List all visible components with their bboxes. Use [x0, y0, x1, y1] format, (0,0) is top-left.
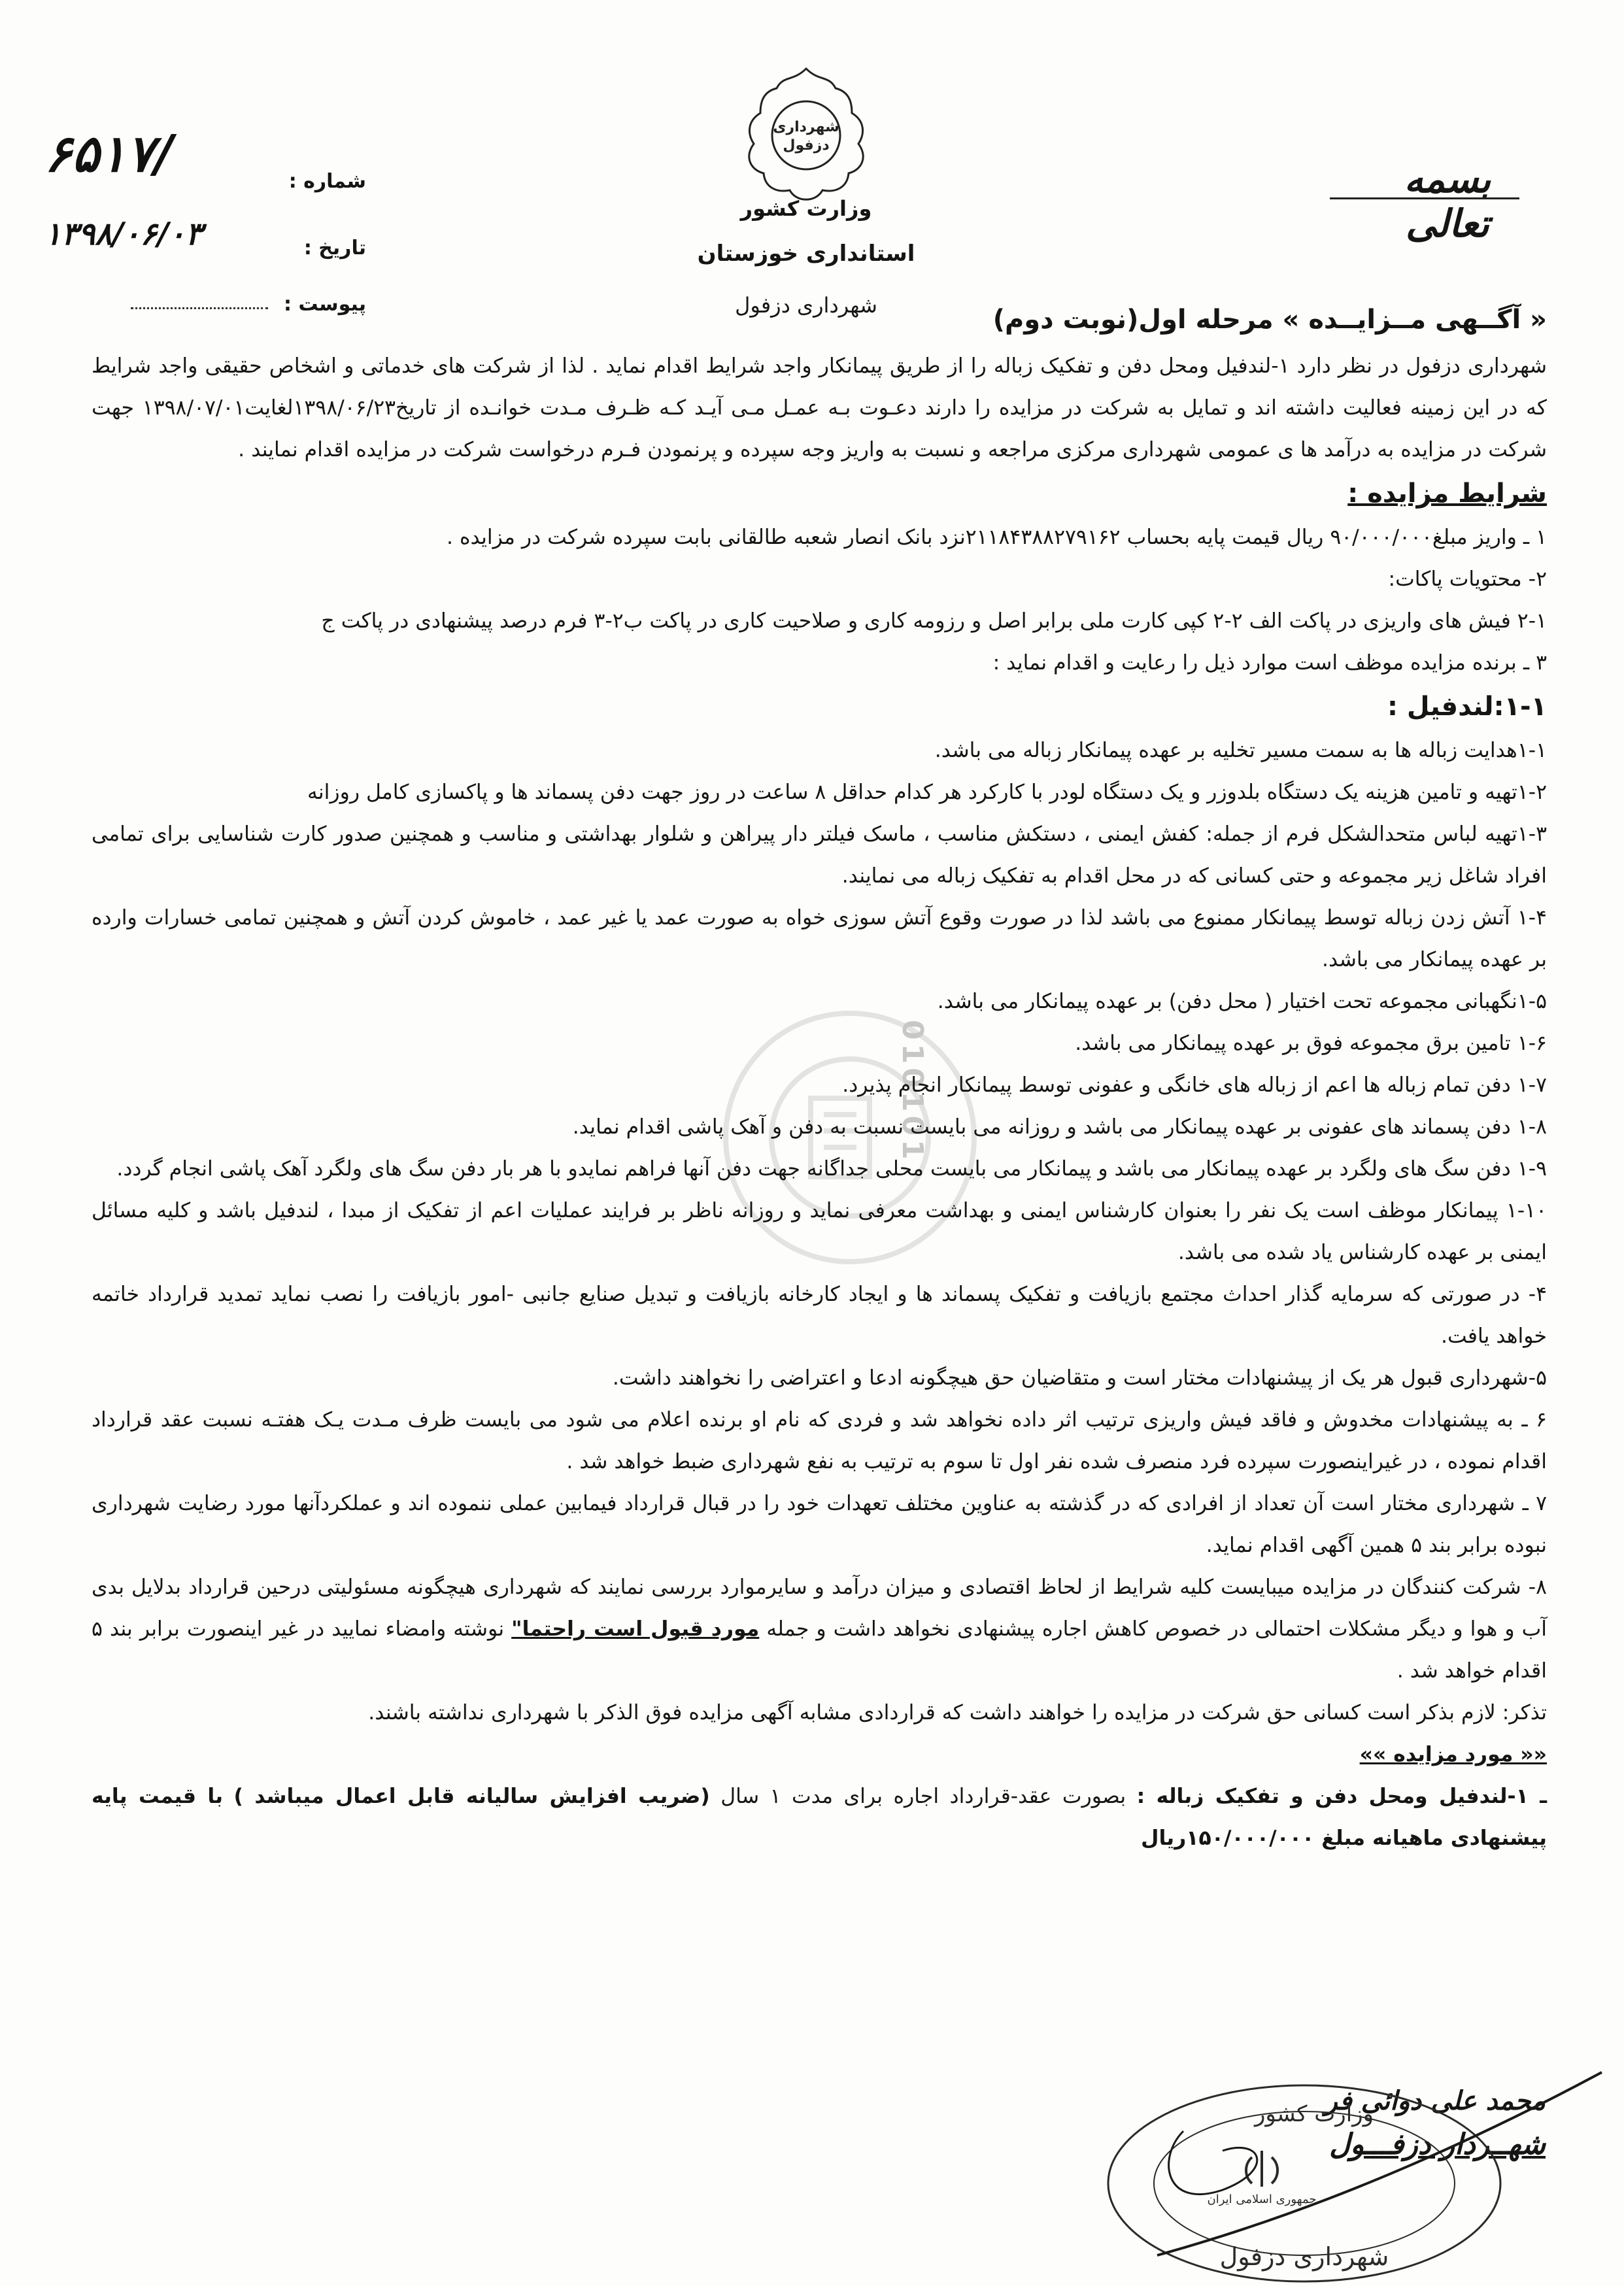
subject-tail: با قیمت پایه پیشنهادی ماهیانه مبلغ ۱۵۰/۰۰۰/۰۰۰ریال — [92, 1785, 1547, 1850]
notice-body — [92, 345, 1547, 1859]
basmala-heading: بسمه تعالی — [1404, 157, 1491, 246]
intro-paragraph: شهرداری دزفول در نظر دارد ۱-لندفیل ومحل دفن و تفکیک زباله را از طریق پیمانکار واجد شرایط اقدام نماید . لذا از شرکت های خدماتی و اشخاص حقیقی واجد شرایط که در این زمینه فعالیت داشته اند و تمایل به شرکت در مزایده را دارند دعـوت بـه عمـل مـی آیـد کـه ظـرف مـدت خوانـده از تاریخ۱۳۹۸/۰۶/۲۳لغایت۱۳۹۸/۰۷/۰۱ جهت شرکت در مزایده به درآمد ها ی عمومی شهرداری مرکزی مراجعه و نسبت به واریز وجه سپرده و پرنمودن فـرم درخواست شرکت در مزایده اقدام نمایند . — [92, 354, 1547, 462]
svg-text:جمهوری اسلامی ایران: جمهوری اسلامی ایران — [1207, 2193, 1317, 2206]
number-label: شماره : — [288, 170, 366, 193]
municipality-name: شهرداری دزفول — [735, 293, 877, 318]
landfill-heading: ۱-۱:لندفیل : — [1387, 692, 1547, 722]
signatory-name: محمد علی دوائی فر — [1325, 2085, 1546, 2116]
subject-text: بصورت عقد-قرارداد اجاره برای مدت ۱ سال — [720, 1785, 1126, 1808]
subject-paragraph — [92, 1775, 1547, 1859]
landfill-item: ۱-۴ آتش زدن زباله توسط پیمانکار ممنوع می باشد لذا در صورت وقوع آتش سوزی خواه به صورت عمد یا غیر عمد ، خاموش کردن آتش و همچنین تمامی خسارات وارده بر عهده پیمانکار می باشد. — [92, 906, 1547, 971]
condition-item: ۷ ـ شهرداری مختار است آن تعداد از افرادی که در گذشته به عناوین مختلف تعهدات خود را در قبال قرارداد فیمابین عملی ننموده اند و عملکردآنها مورد رضایت شهرداری نبوده برابر بند ۵ همین آگهی اقدام نماید. — [92, 1492, 1547, 1557]
condition-item: ۱ ـ واریز مبلغ۹۰/۰۰۰/۰۰۰ ریال قیمت پایه بحساب ۲۱۱۸۴۳۸۸۲۷۹۱۶۲نزد بانک انصار شعبه طالقانی بابت سپرده شرکت در مزایده . — [447, 526, 1547, 549]
landfill-item: ۱-۳تهیه لباس متحدالشکل فرم از جمله: کفش ایمنی ، دستکش مناسب ، ماسک فیلتر دار پیراهن و شلوار بهداشتی و مناسب و همچنین صدور کارت شناسایی برای تمامی افراد شاغل زیر مجموعه و حتی کسانی که در محل اقدام به تفکیک زباله می نمایند. — [92, 822, 1547, 888]
condition-item: ۲-۱ فیش های واریزی در پاکت الف ۲-۲ کپی کارت ملی برابر اصل و رزومه کاری و صلاحیت کاری در پاکت ب۲-۳ فرم درصد پیشنهادی در پاکت ج — [321, 609, 1547, 633]
svg-text:شهرداری دزفول: شهرداری دزفول — [1219, 2242, 1389, 2271]
municipality-emblem-icon — [731, 62, 881, 212]
svg-text:شهرداری: شهرداری — [773, 119, 839, 135]
landfill-item: ۱-۹ دفن سگ های ولگرد بر عهده پیمانکار می باشد و پیمانکار می بایست محلی جداگانه جهت دفن آنها فراهم نمایدو با هر بار دفن سگ های ولگرد آهک پاشی انجام گردد. — [116, 1157, 1547, 1181]
landfill-item: ۱-۷ دفن تمام زباله ها اعم از زباله های خانگی و عفونی توسط پیمانکار انجام پذیرد. — [842, 1073, 1547, 1097]
condition-item: ۲- محتویات پاکات: — [1388, 567, 1547, 591]
landfill-item: ۱-۱هدایت زباله ها به سمت مسیر تخلیه بر عهده پیمانکار زباله می باشد. — [934, 739, 1547, 762]
condition-item: ۶ ـ به پیشنهادات مخدوش و فاقد فیش واریزی ترتیب اثر داده نخواهد شد و فردی که نام او برنده اعلام می شود می بایست ظرف مـدت یـک هفتـه نسبت عقد قرارداد اقدام نموده ، در غیراینصورت سپرده فرد منصرف شده نفر اول تا سوم به ترتیب به نفع شهرداری ضبط خواهد شد . — [92, 1408, 1547, 1473]
condition-item: ۴- در صورتی که سرمایه گذار احداث مجتمع بازیافت و تفکیک پسماند ها و ایجاد کارخانه بازیافت و تبدیل صنایع جانبی -امور بازیافت را نصب نماید تمدید قرارداد خاتمه خواهد یافت. — [92, 1283, 1547, 1348]
province-name: استانداری خوزستان — [697, 241, 915, 267]
landfill-item: ۱-۸ دفن پسماند های عفونی بر عهده پیمانکار می باشد و روزانه می بایست نسبت به دفن و آهک پاشی اقدام نماید. — [572, 1115, 1547, 1139]
note-paragraph: تذکر: لازم بذکر است کسانی حق شرکت در مزایده را خواهند داشت که قراردادی مشابه آگهی مزایده فوق الذکر با شهرداری نداشته باشند. — [368, 1701, 1547, 1724]
subject-bold: (ضریب افزایش سالیانه قابل اعمال میباشد ) — [233, 1785, 710, 1808]
signatory-title: شهــردار دزفـــول — [1329, 2128, 1546, 2161]
landfill-item: ۱-۲تهیه و تامین هزینه یک دستگاه بلدوزر و یک دستگاه لودر با کارکرد هر کدام حداقل ۸ ساعت در روز جهت دفن پسماند ها و پاکسازی کامل روزانه — [307, 781, 1547, 804]
attachment-dots — [131, 307, 268, 309]
ministry-name: وزارت کشور — [740, 196, 872, 221]
date-label: تاریخ : — [303, 237, 366, 260]
accepted-phrase: مورد قبول است راحتما" — [511, 1617, 760, 1641]
subject-heading: «« مورد مزایده »» — [1359, 1743, 1547, 1766]
svg-text:وزارت کشور: وزارت کشور — [1254, 2101, 1374, 2127]
subject-lead: ـ ۱-لندفیل ومحل دفن و تفکیک زباله : — [1136, 1785, 1548, 1808]
condition-8-tail: نوشته وامضاء نمایید در غیر اینصورت برابر بند ۵ اقدام خواهد شد . — [92, 1617, 1547, 1683]
condition-item — [92, 1566, 1547, 1692]
basmala-underline — [1330, 197, 1519, 199]
letter-number-value: ۶۵۱۷/ — [44, 124, 173, 184]
condition-item: ۳ ـ برنده مزایده موظف است موارد ذیل را رعایت و اقدام نماید : — [992, 651, 1547, 675]
letter-date-value: ۱۳۹۸/۰۶/۰۳ — [44, 216, 203, 252]
landfill-item: ۱-۶ تامین برق مجموعه فوق بر عهده پیمانکار می باشد. — [1075, 1032, 1547, 1055]
landfill-item: ۱-۵نگهبانی مجموعه تحت اختیار ( محل دفن) بر عهده پیمانکار می باشد. — [937, 990, 1547, 1013]
attachment-label: پیوست : — [283, 293, 366, 316]
condition-item: ۵-شهرداری قبول هر یک از پیشنهادات مختار است و متقاضیان حق هیچگونه ادعا و اعتراضی را نخواهند داشت. — [612, 1366, 1547, 1390]
svg-text:دزفول: دزفول — [783, 137, 830, 154]
notice-title: « آگــهی مــزایــده » مرحله اول(نوبت دوم) — [992, 305, 1547, 335]
landfill-item: ۱-۱۰ پیمانکار موظف است یک نفر را بعنوان کارشناس ایمنی و بهداشت معرفی نماید و روزانه ناظر بر فرایند عملیات اعم از تفکیک از مبدا ، لندفیل باشد و کلیه مسائل ایمنی بر عهده کارشناس یاد شده می باشد. — [92, 1199, 1547, 1264]
conditions-heading: شرایط مزایده : — [1347, 479, 1547, 509]
watermark-code: 010101 — [896, 1020, 929, 1164]
condition-8-text: ۸- شرکت کنندگان در مزایده میبایست کلیه شرایط از لحاظ اقتصادی و میزان درآمد و سایرموارد بررسی نمایند که شهرداری هیچگونه مسئولیتی درحین قرارداد بدلایل بدی آب و هوا و دیگر مشکلات احتمالی در خصوص کاهش اجاره پیشنهادی نخواهد داشت و جمله — [92, 1575, 1547, 1641]
handwritten-signature-icon — [1144, 2059, 1615, 2281]
